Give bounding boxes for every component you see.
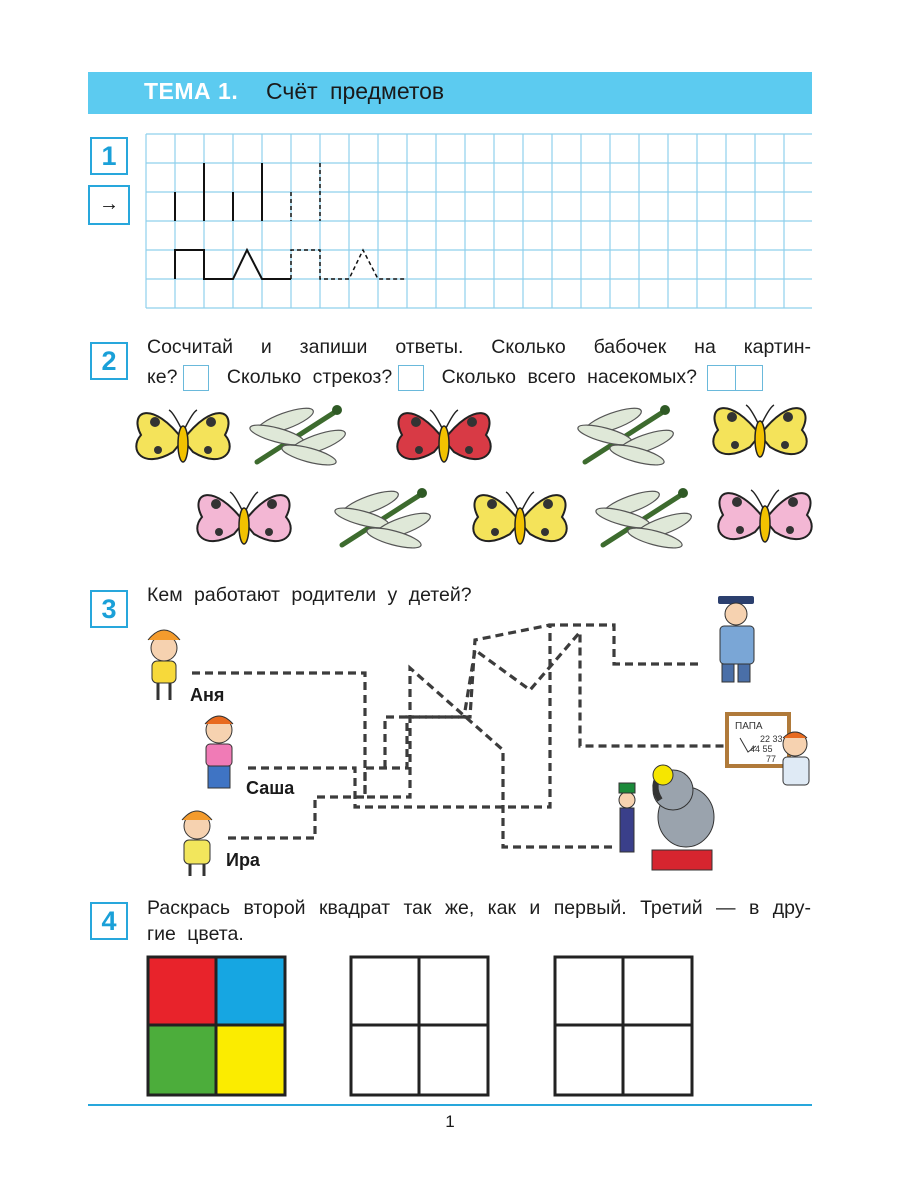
task2-text-line1: Сосчитай и запиши ответы. Сколько бабочек на картин- [147,336,811,358]
child-name-anya: Аня [190,685,225,705]
arrow-icon: → [88,185,130,225]
task2-question-dragonflies: Сколько стрекоз? [226,366,393,388]
task2-question-total: Сколько всего насекомых? [441,366,697,388]
board-numbers-3: 77 [766,754,777,764]
task4-text-line1: Раскрась второй квадрат так же, как и первый. Третий — в дру- [147,897,811,919]
topic-label: ТЕМА 1. [144,78,239,104]
square-cell-red [148,957,216,1025]
blank-square-2[interactable] [351,957,488,1095]
task4-text-line2: гие цвета. [147,923,244,945]
square-cell-green [148,1025,216,1095]
task3-text: Кем работают родители у детей? [147,584,472,606]
page-number: 1 [445,1112,455,1131]
task-number-3: 3 [90,590,128,628]
task-number-4: 4 [90,902,128,940]
child-name-sasha: Саша [246,778,295,798]
square-cell-yellow [216,1025,285,1095]
board-numbers-1: 22 33 [760,734,783,744]
blank-square-3[interactable] [555,957,692,1095]
footer-divider [88,1104,812,1106]
board-title: ПАПА [735,721,763,732]
task-number-2: 2 [90,342,128,380]
topic-title: Счёт предметов [266,78,445,104]
colored-square-sample [148,957,285,1095]
child-name-ira: Ира [226,850,260,870]
board-numbers-2: 44 55 [750,744,773,754]
task-number-1: 1 [90,137,128,175]
square-cell-blue [216,957,285,1025]
task2-question-butterflies: ке? [147,366,178,388]
